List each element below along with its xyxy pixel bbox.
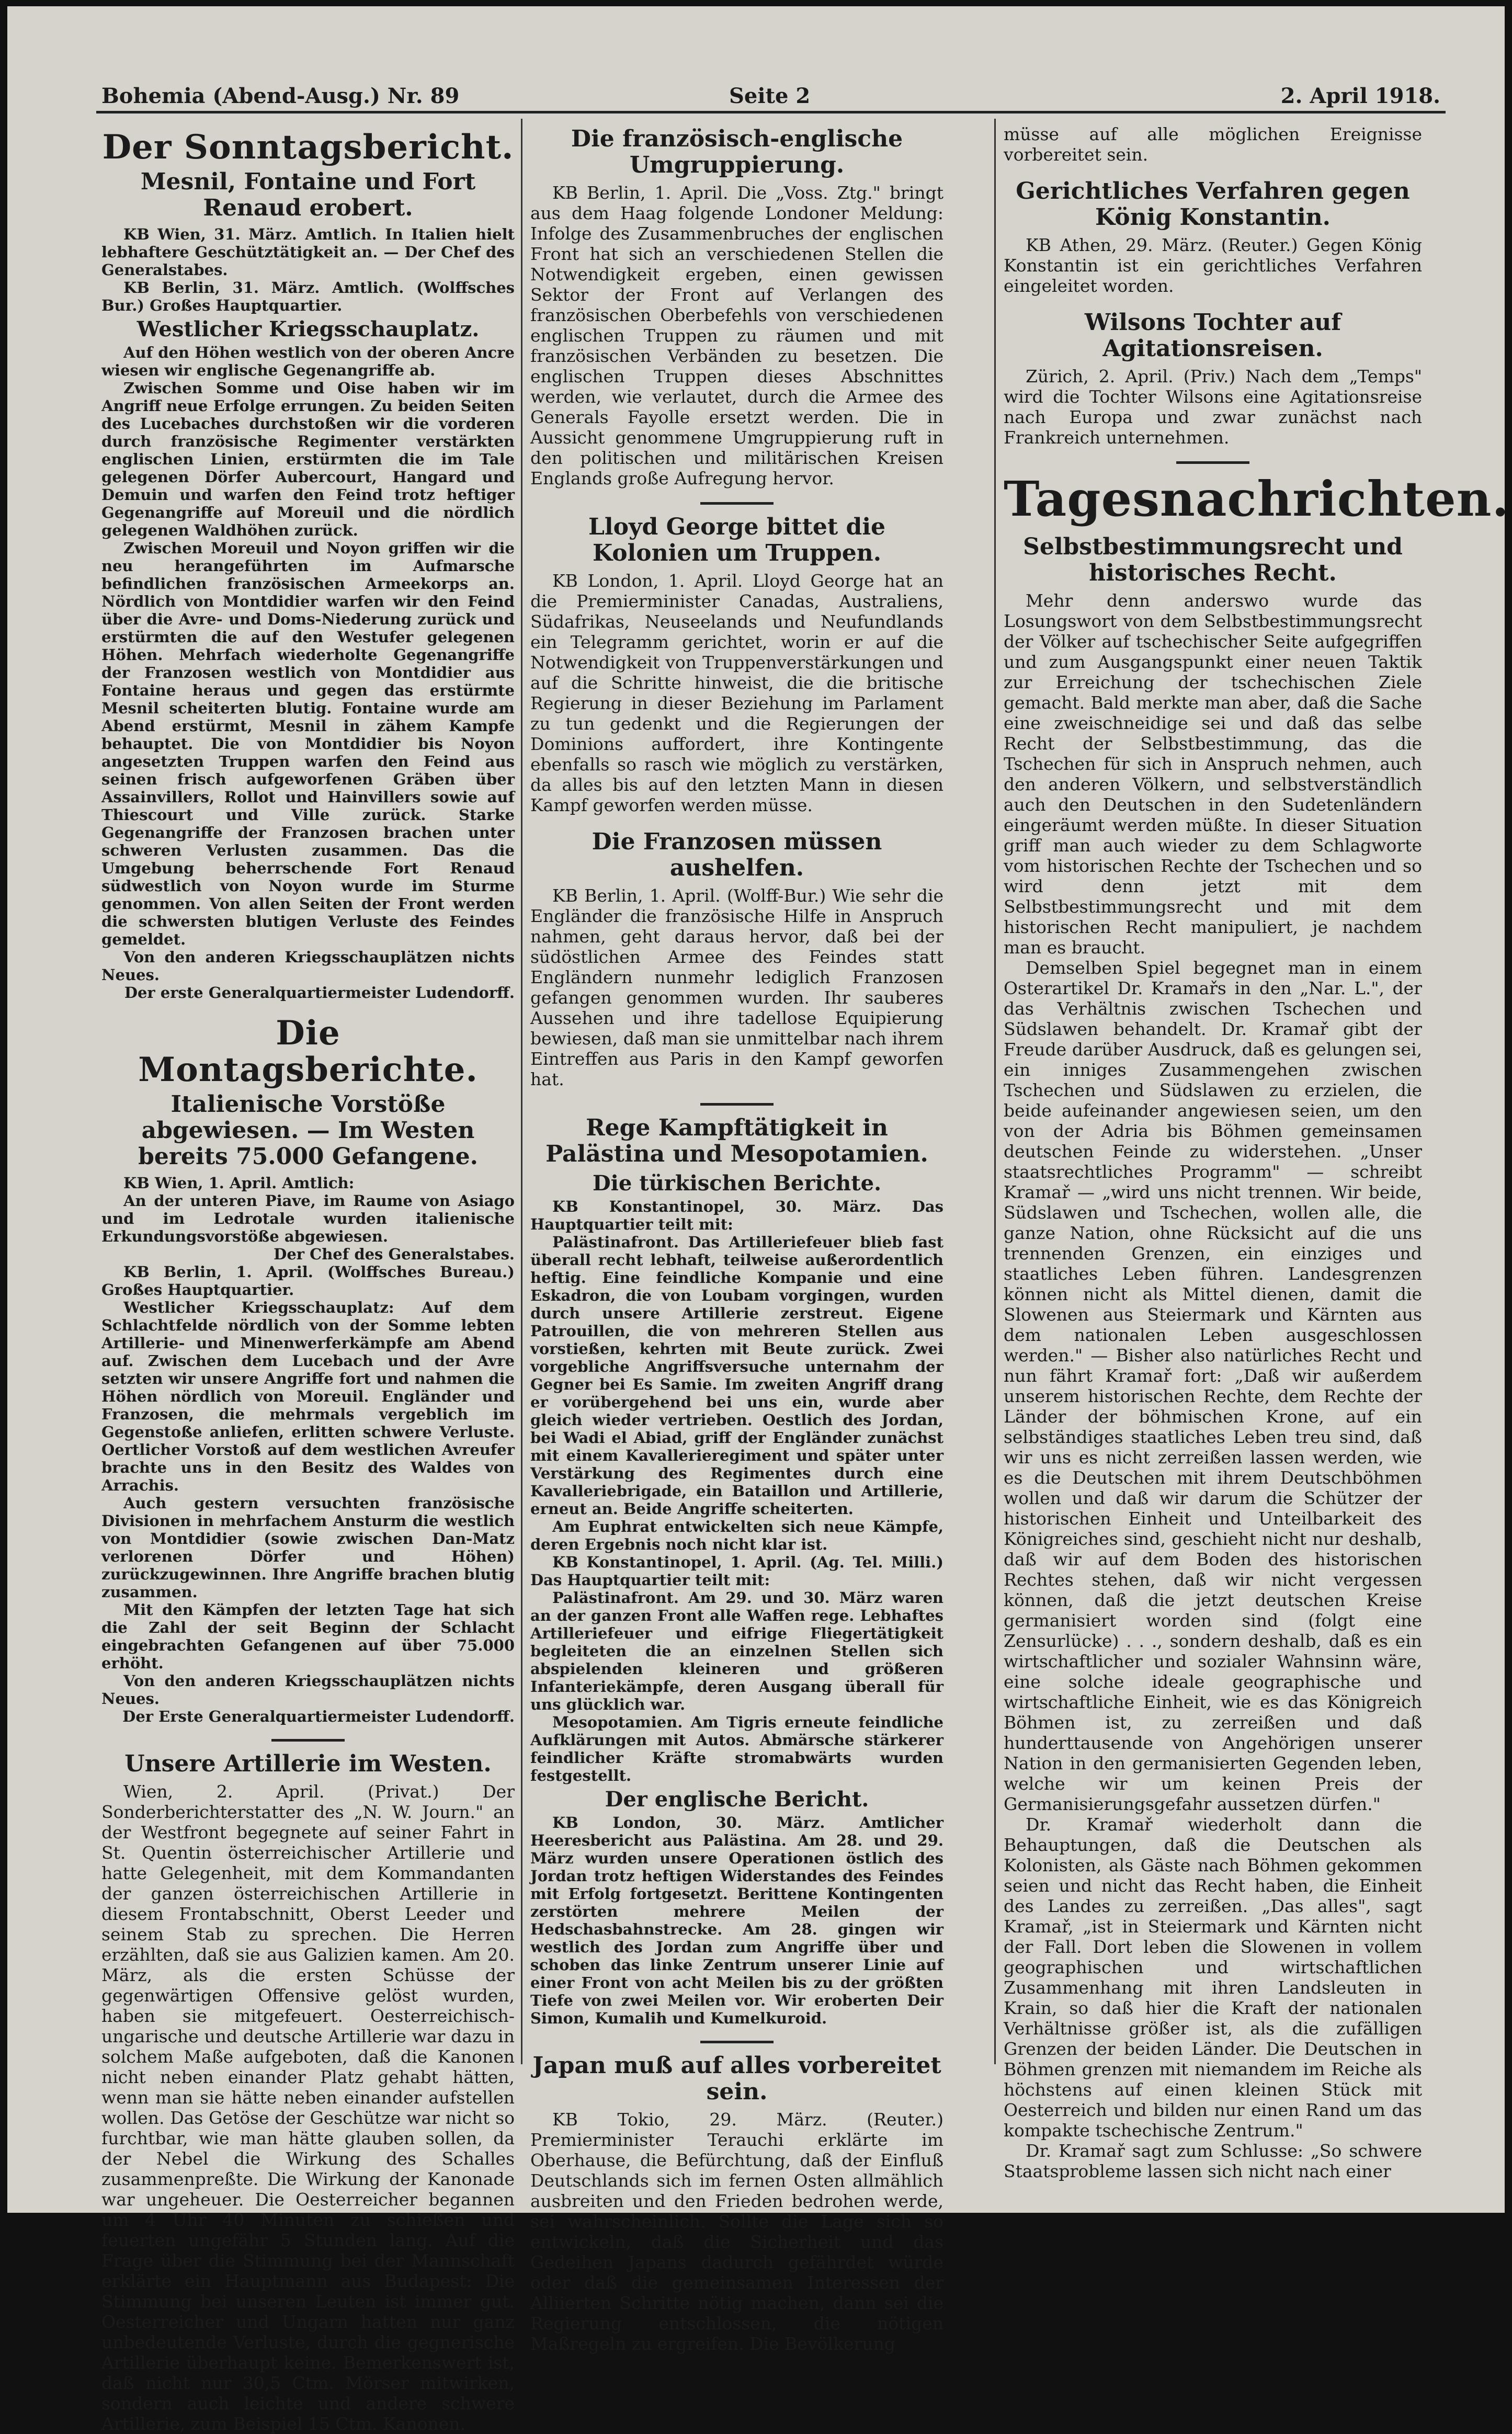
paragraph: Am Euphrat entwickelten sich neue Kämpfe, deren Ergebnis noch nicht klar ist.	[530, 1518, 943, 1553]
paragraph: Auch gestern versuchten französische Divisionen in mehrfachem Ansturm die westlich von Montdidier (sowie zwischen Dan-Matz verlorenen Dörfer und Höhen) zurückzugewinnen. Ihre Angriffe brachen blutig zusammen.	[101, 1494, 515, 1601]
article-montagsberichte	[101, 1015, 515, 1725]
paragraph: Mehr denn anderswo wurde das Losungswort von dem Selbstbestimmungsrecht der Völker auf tschechischer Seite aufgegriffen und zum Ausgangspunkt einer neuen Taktik zur Erreichung der tschechischen Ziele gemacht. Bald merkte man aber, daß die Sache eine zweischneidige sei und daß das selbe Recht der Selbstbestimmung, das die Tschechen für sich in Anspruch nehmen, auch den anderen Völkern, und selbstverständlich auch den Deutschen in den Sudetenländern eingeräumt werden müßte. In dieser Situation griff man auch wieder zu dem Schlagworte vom historischen Rechte der Tschechen und so wird denn jetzt mit dem Selbstbestimmungsrecht und mit dem historischen Recht manipuliert, je nachdem man es braucht.	[1004, 590, 1422, 958]
article-lloyd-george	[530, 514, 943, 815]
paragraph: KB Konstantinopel, 30. März. Das Hauptquartier teilt mit:	[530, 1198, 943, 1233]
header-rule	[96, 111, 1446, 113]
paragraph: Palästinafront. Am 29. und 30. März waren an der ganzen Front alle Waffen rege. Lebhaftes Artilleriefeuer und eifrige Fliegertätigkeit begleiteten die an einzelnen Stellen sich abspielenden kleineren und größeren Infanteriekämpfe, deren Ausgang überall für uns glücklich war.	[530, 1589, 943, 1713]
paragraph: KB Berlin, 1. April. (Wolffsches Bureau.) Großes Hauptquartier.	[101, 1263, 515, 1299]
article-separator	[700, 502, 774, 505]
column-2	[530, 124, 943, 2354]
paragraph: Von den anderen Kriegsschauplätzen nichts Neues.	[101, 1672, 515, 1708]
headline: Gerichtliches Verfahren gegen König Konstantin.	[1016, 178, 1410, 231]
subheadline: Italienische Vorstöße abgewiesen. — Im Westen bereits 75.000 Gefangene.	[138, 1091, 478, 1170]
paragraph: Westlicher Kriegsschauplatz: Auf dem Schlachtfelde nördlich von der Somme lebten Artillerie- und Minenwerferkämpfe am Abend auf. Zwischen dem Lucebach und der Avre setzten wir unsere Angriffe fort und nahmen die Höhen nördlich von Moreuil. Engländer und Franzosen, die mehrmals vergeblich im Gegenstoße anliefen, erlitten schwere Verluste. Oertlicher Vorstoß auf dem westlichen Avreufer brachte uns in den Besitz des Waldes von Arrachis.	[101, 1299, 515, 1494]
paragraph: Zwischen Somme und Oise haben wir im Angriff neue Erfolge errungen. Zu beiden Seiten des Lucebaches durchstoßen wir die vorderen durch französische Regimenter verstärkten englischen Linien, erstürmten die im Tale gelegenen Dörfer Aubercourt, Hangard und Demuin und warfen den Feind trotz heftiger Gegenangriffe auf Moreuil und die nördlich gelegenen Waldhöhen zurück.	[101, 379, 515, 539]
paragraph: KB Tokio, 29. März. (Reuter.) Premierminister Terauchi erklärte im Oberhause, die Befürchtung, daß der Einfluß Deutschlands sich im fernen Osten allmählich ausbreiten und den Frieden bedrohen werde, sei wahrscheinlich. Sollte die Lage sich so entwickeln, daß die Sicherheit und das Gedeihen Japans dadurch gefährdet würde oder daß die gemeinsamen Interessen der Alliierten Schritte nötig machen, dann sei die Regierung entschlossen, die nötigen Maßregeln zu ergreifen. Die Bevölkerung	[530, 2109, 943, 2354]
headline: Lloyd George bittet die Kolonien um Truppen.	[588, 514, 886, 566]
headline: Wilsons Tochter auf Agitationsreisen.	[1084, 309, 1342, 362]
paragraph: Auf den Höhen westlich von der oberen Ancre wiesen wir englische Gegenangriffe ab.	[101, 344, 515, 379]
paragraph: Mit den Kämpfen der letzten Tage hat sich die Zahl der seit Beginn der Schlacht eingebrachten Gefangenen auf über 75.000 erhöht.	[101, 1601, 515, 1672]
article-umgruppierung	[530, 126, 943, 488]
article-franzosen	[530, 829, 943, 1089]
headline: Die Montagsberichte.	[138, 1014, 478, 1089]
paragraph: An der unteren Piave, im Raume von Asiago und im Ledrotale wurden italienische Erkundungsvorstöße abgewiesen.	[101, 1192, 515, 1245]
subheadline: Mesnil, Fontaine und Fort Renaud erobert.	[140, 168, 476, 221]
running-header	[101, 74, 1440, 121]
headline: Die Franzosen müssen aushelfen.	[592, 828, 882, 881]
subheadline: Der englische Bericht.	[605, 1787, 869, 1812]
paragraph: Von den anderen Kriegsschauplätzen nichts Neues.	[101, 948, 515, 984]
header-page-number: Seite 2	[729, 84, 811, 108]
paragraph: müsse auf alle möglichen Ereignisse vorbereitet sein.	[1004, 124, 1422, 165]
headline: Rege Kampftätigkeit in Palästina und Mesopotamien.	[545, 1114, 928, 1167]
paragraph: Zwischen Moreuil und Noyon griffen wir die neu herangeführten im Aufmarsche befindlichen französischen Armeekorps an. Nördlich von Montdidier warfen wir den Feind über die Avre- und Doms-Niederung zurück und erstürmten die auf den Westufer gelegenen Höhen. Mehrfach wiederholte Gegenangriffe der Franzosen westlich von Montdidier aus Fontaine heraus und gegen das erstürmte Mesnil scheiterten blutig. Fontaine wurde am Abend erstürmt, Mesnil in zähem Kampfe behauptet. Die von Montdidier bis Noyon angesetzten Truppen warfen den Feind aus seinen frisch aufgeworfenen Gräben über Assainvillers, Rollot und Hainvillers sowie auf Thiescourt und Ville zurück. Starke Gegenangriffe der Franzosen brachen unter schweren Verlusten zusammen. Das die Umgebung beherrschende Fort Renaud südwestlich von Noyon wurde im Sturme genommen. Von allen Seiten der Front werden die schwersten blutigen Verluste des Feindes gemeldet.	[101, 539, 515, 948]
paragraph: Mesopotamien. Am Tigris erneute feindliche Aufklärungen mit Autos. Abmärsche stärkerer feindlicher Kräfte stromabwärts wurden festgestellt.	[530, 1713, 943, 1784]
paragraph: Palästinafront. Das Artilleriefeuer blieb fast überall recht lebhaft, teilweise außerordentlich heftig. Eine feindliche Kompanie und eine Eskadron, die von Loubam vorgingen, wurden durch unsere Artillerie zerstreut. Eigene Patrouillen, die von mehreren Stellen aus vorstießen, kehrten mit Beute zurück. Zwei vorgebliche Angriffsversuche unternahm der Gegner bei Es Samie. Im zweiten Angriff drang er vorübergehend bei uns ein, wurde aber gleich wieder vertrieben. Oestlich des Jordan, bei Wadi el Abiad, griff der Engländer zunächst mit einem Kavallerieregiment und später unter Verstärkung des Regimentes durch eine Kavalleriebrigade, ein Bataillon und Artillerie, erneut an. Beide Angriffe scheiterten.	[530, 1233, 943, 1518]
paragraph: KB Berlin, 31. März. Amtlich. (Wolffsches Bur.) Großes Hauptquartier.	[101, 279, 515, 314]
section-heading: Westlicher Kriegsschauplatz.	[137, 317, 480, 342]
article-artillerie	[101, 1751, 515, 2434]
signature: Der Chef des Generalstabes.	[274, 1245, 515, 1263]
headline: Der Sonntagsbericht.	[102, 128, 514, 167]
headline: Unsere Artillerie im Westen.	[124, 1750, 492, 1777]
column-rule-2	[994, 119, 996, 2064]
header-date: 2. April 1918.	[1280, 84, 1440, 108]
article-wilsons-tochter	[1004, 310, 1422, 448]
paragraph: KB Wien, 1. April. Amtlich:	[123, 1174, 355, 1192]
paragraph: Dr. Kramař wiederholt dann die Behauptungen, daß die Deutschen als Kolonisten, als Gäste nach Böhmen gekommen seien und nicht das Recht haben, die Einheit des Landes zu zerreißen. „Das alles", sagt Kramař, „ist in Steiermark und Kärnten nicht der Fall. Dort leben die Slowenen in vollem geographischen und wirtschaftlichen Zusammenhang mit ihren Landsleuten in Krain, so daß hier die Kraft der nationalen Verhältnisse größer ist, als die zufälligen Grenzen der beiden Länder. Die Deutschen in Böhmen grenzen mit niemandem im Reiche als höchstens auf einen kleinen Stück mit Oesterreich und bilden nur einen Rand um das kompakte tschechische Zentrum."	[1004, 1814, 1422, 2141]
paragraph: Zürich, 2. April. (Priv.) Nach dem „Temps" wird die Tochter Wilsons eine Agitationsreise nach Europa und zwar zunächst nach Frankreich unternehmen.	[1004, 366, 1422, 448]
article-koenig-konstantin	[1004, 178, 1422, 296]
article-tagesnachrichten	[1004, 471, 1509, 2181]
column-1	[101, 124, 515, 2434]
headline: Japan muß auf alles vorbereitet sein.	[532, 2052, 941, 2105]
subheadline: Die türkischen Berichte.	[592, 1171, 882, 1196]
headline: Die französisch-englische Umgruppierung.	[571, 126, 903, 178]
article-sonntagsbericht	[101, 129, 515, 1002]
article-separator	[700, 1103, 774, 1106]
headline: Selbstbestimmungsrecht und historisches Recht.	[1023, 533, 1403, 586]
article-palaestina	[530, 1115, 943, 2027]
newspaper-page	[7, 6, 1509, 2434]
signature: Der Erste Generalquartiermeister Ludendorff.	[122, 1708, 515, 1725]
article-separator	[700, 2041, 774, 2043]
article-japan	[530, 2053, 943, 2354]
paragraph: KB Berlin, 1. April. Die „Voss. Ztg." bringt aus dem Haag folgende Londoner Meldung: Infolge des Zusammenbruches der englischen Front hat sich an verschiedenen Stellen die Notwendigkeit ergeben, einen gewissen Sektor der Front auf Verlangen des französischen Oberbefehls von verschiedenen englischen Truppen zu räumen und mit französischen Verbänden zu besetzen. Die englischen Truppen dieses Abschnittes werden, wie verlautet, durch die Armee des Generals Fayolle ersetzt werden. Die in Aussicht genommene Umgruppierung ruft in den politischen und militärischen Kreisen Englands große Aufregung hervor.	[530, 183, 943, 488]
article-separator	[271, 1739, 345, 1742]
paragraph: KB London, 30. März. Amtlicher Heeresbericht aus Palästina. Am 28. und 29. März wurden unsere Operationen östlich des Jordan trotz heftigen Widerstandes des Feindes mit Erfolg fortgesetzt. Berittene Kontingenten zerstörten mehrere Meilen der Hedschasbahnstrecke. Am 28. gingen wir westlich des Jordan zum Angriffe über und schoben das linke Zentrum unserer Linie auf einer Front von acht Meilen bis zu der größten Tiefe von zwei Meilen vor. Wir eroberten Deir Simon, Kumalih und Kumelkuroid.	[530, 1814, 943, 2027]
paragraph: KB Athen, 29. März. (Reuter.) Gegen König Konstantin ist ein gerichtliches Verfahren eingeleitet worden.	[1004, 235, 1422, 296]
column-rule-1	[521, 119, 522, 2064]
paragraph: Demselben Spiel begegnet man in einem Osterartikel Dr. Kramařs in den „Nar. L.", der das Verhältnis zwischen Tschechen und Südslawen behandelt. Dr. Kramař gibt der Freude darüber Ausdruck, daß es gelungen sei, ein inniges Zusammengehen zwischen Tschechen und Südslawen zu erzielen, die beide aufeinander angewiesen seien, um den von der Adria bis Böhmen gemeinsamen deutschen Feinde zu widerstehen. „Unser staatsrechtliches Programm" — schreibt Kramař — „wird uns nicht trennen. Wir beide, Südslawen und Tschechen, wollen alle, die ganze Nation, ohne Rücksicht auf die uns trennenden Grenzen, ein einziges und staatliches Leben führen. Landesgrenzen können nicht als Mittel dienen, damit die Slowenen aus Steiermark und Kärnten aus dem nationalen Leben ausgeschlossen werden." — Bisher also natürliches Recht und nun fährt Kramař fort: „Daß wir außerdem unserem historischen Rechte, dem Rechte der Länder der böhmischen Krone, auf ein selbständiges staatliches Leben treu sind, daß wir uns es nicht zerreißen lassen werden, wie es die Deutschen mit ihrem Deutschböhmen wollen und daß wir darum die Schützer der historischen Einheit und Unteilbarkeit des Königreiches sind, geschieht nicht nur deshalb, daß wir auf dem Boden des historischen Rechtes stehen, daß wir nicht vergessen können, daß die jetzt deutschen Kreise germanisiert worden sind (folgt eine Zensurlücke) . . ., sondern deshalb, daß es ein wirtschaftlicher und sozialer Wahnsinn wäre, eine solche ideale geographische und wirtschaftliche Einheit, wie es das Königreich Böhmen ist, zu zerreißen und daß hunderttausende von Angehörigen unserer Nation in den germanisierten Gegenden leben, welche wir um keinen Preis der Germanisierungsgefahr aussetzen dürfen."	[1004, 958, 1422, 1814]
paragraph: Dr. Kramař sagt zum Schlusse: „So schwere Staatsprobleme lassen sich nicht nach einer	[1004, 2141, 1422, 2181]
paragraph: KB Wien, 31. März. Amtlich. In Italien hielt lebhaftere Geschütztätigkeit an. — Der Chef des Generalstabes.	[101, 225, 515, 279]
paragraph: KB London, 1. April. Lloyd George hat an die Premierminister Canadas, Australiens, Südafrikas, Neuseelands und Neufundlands ein Telegramm gerichtet, worin er auf die Notwendigkeit von Truppenverstärkungen und auf die Schritte hinweist, die die britische Regierung in dieser Beziehung im Parlament zu tun gedenkt und die Regierungen der Dominions auffordert, ihre Kontingente ebenfalls so rasch wie möglich zu verstärken, da alles bis auf den letzten Mann in diesen Kampf geworfen werden müsse.	[530, 571, 943, 815]
article-continuation	[1004, 124, 1422, 165]
paragraph: KB Berlin, 1. April. (Wolff-Bur.) Wie sehr die Engländer die französische Hilfe in Anspruch nahmen, geht daraus hervor, daß bei der südöstlichen Armee des Feindes statt Engländern nunmehr lediglich Franzosen gefangen genommen wurden. Ihr sauberes Aussehen und ihre tadellose Equipierung bewiesen, daß man sie unmittelbar nach ihrem Eintreffen aus Paris in den Kampf geworfen hat.	[530, 885, 943, 1089]
section-title: Tagesnachrichten.	[1004, 471, 1509, 527]
header-paper-issue: Bohemia (Abend-Ausg.) Nr. 89	[101, 84, 460, 108]
article-separator	[1176, 461, 1249, 464]
paragraph: Wien, 2. April. (Privat.) Der Sonderberichterstatter des „N. W. Journ." an der Westfront begegnete auf seiner Fahrt in St. Quentin österreichischer Artillerie und hatte Gelegenheit, mit dem Kommandanten der ganzen österreichischen Artillerie in diesem Frontabschnitt, Oberst Leeder und seinem Stab zu sprechen. Die Herren erzählten, daß sie aus Galizien kamen. Am 20. März, als die ersten Schüsse der gegenwärtigen Offensive gelöst wurden, haben sie mitgefeuert. Oesterreichisch-ungarische und deutsche Artillerie war dazu in solchem Maße aufgeboten, daß die Kanonen nicht neben einander Platz gehabt hätten, wenn man sie hätte neben einander aufstellen wollen. Das Getöse der Geschütze war nicht so furchtbar, wie man hätte glauben sollen, da der Nebel die Wirkung des Schalles zusammenpreßte. Die Wirkung der Kanonade war ungeheuer. Die Oesterreicher begannen um 4 Uhr 40 Minuten zu schießen und feuerten ungefähr 5 Stunden lang. Auf die Frage über die Stimmung bei der Mannschaft erklärte ein Hauptmann aus Budapest: Die Stimmung bei unseren Leuten ist immer gut. Oesterreicher und Ungarn hatten nur ganz unbedeutende Verluste, durch die gegnerische Artillerie überhaupt keine. Bemerkenswert ist, daß nicht nur 30,5 Ctm. Mörser mitwirken, sondern auch leichte und andere schwere Artillerie, zum Beispiel 15 Ctm. Kanonen.	[101, 1781, 515, 2434]
paragraph: KB Konstantinopel, 1. April. (Ag. Tel. Milli.) Das Hauptquartier teilt mit:	[530, 1553, 943, 1589]
signature: Der erste Generalquartiermeister Ludendorff.	[124, 984, 515, 1002]
column-3	[1004, 124, 1509, 2181]
